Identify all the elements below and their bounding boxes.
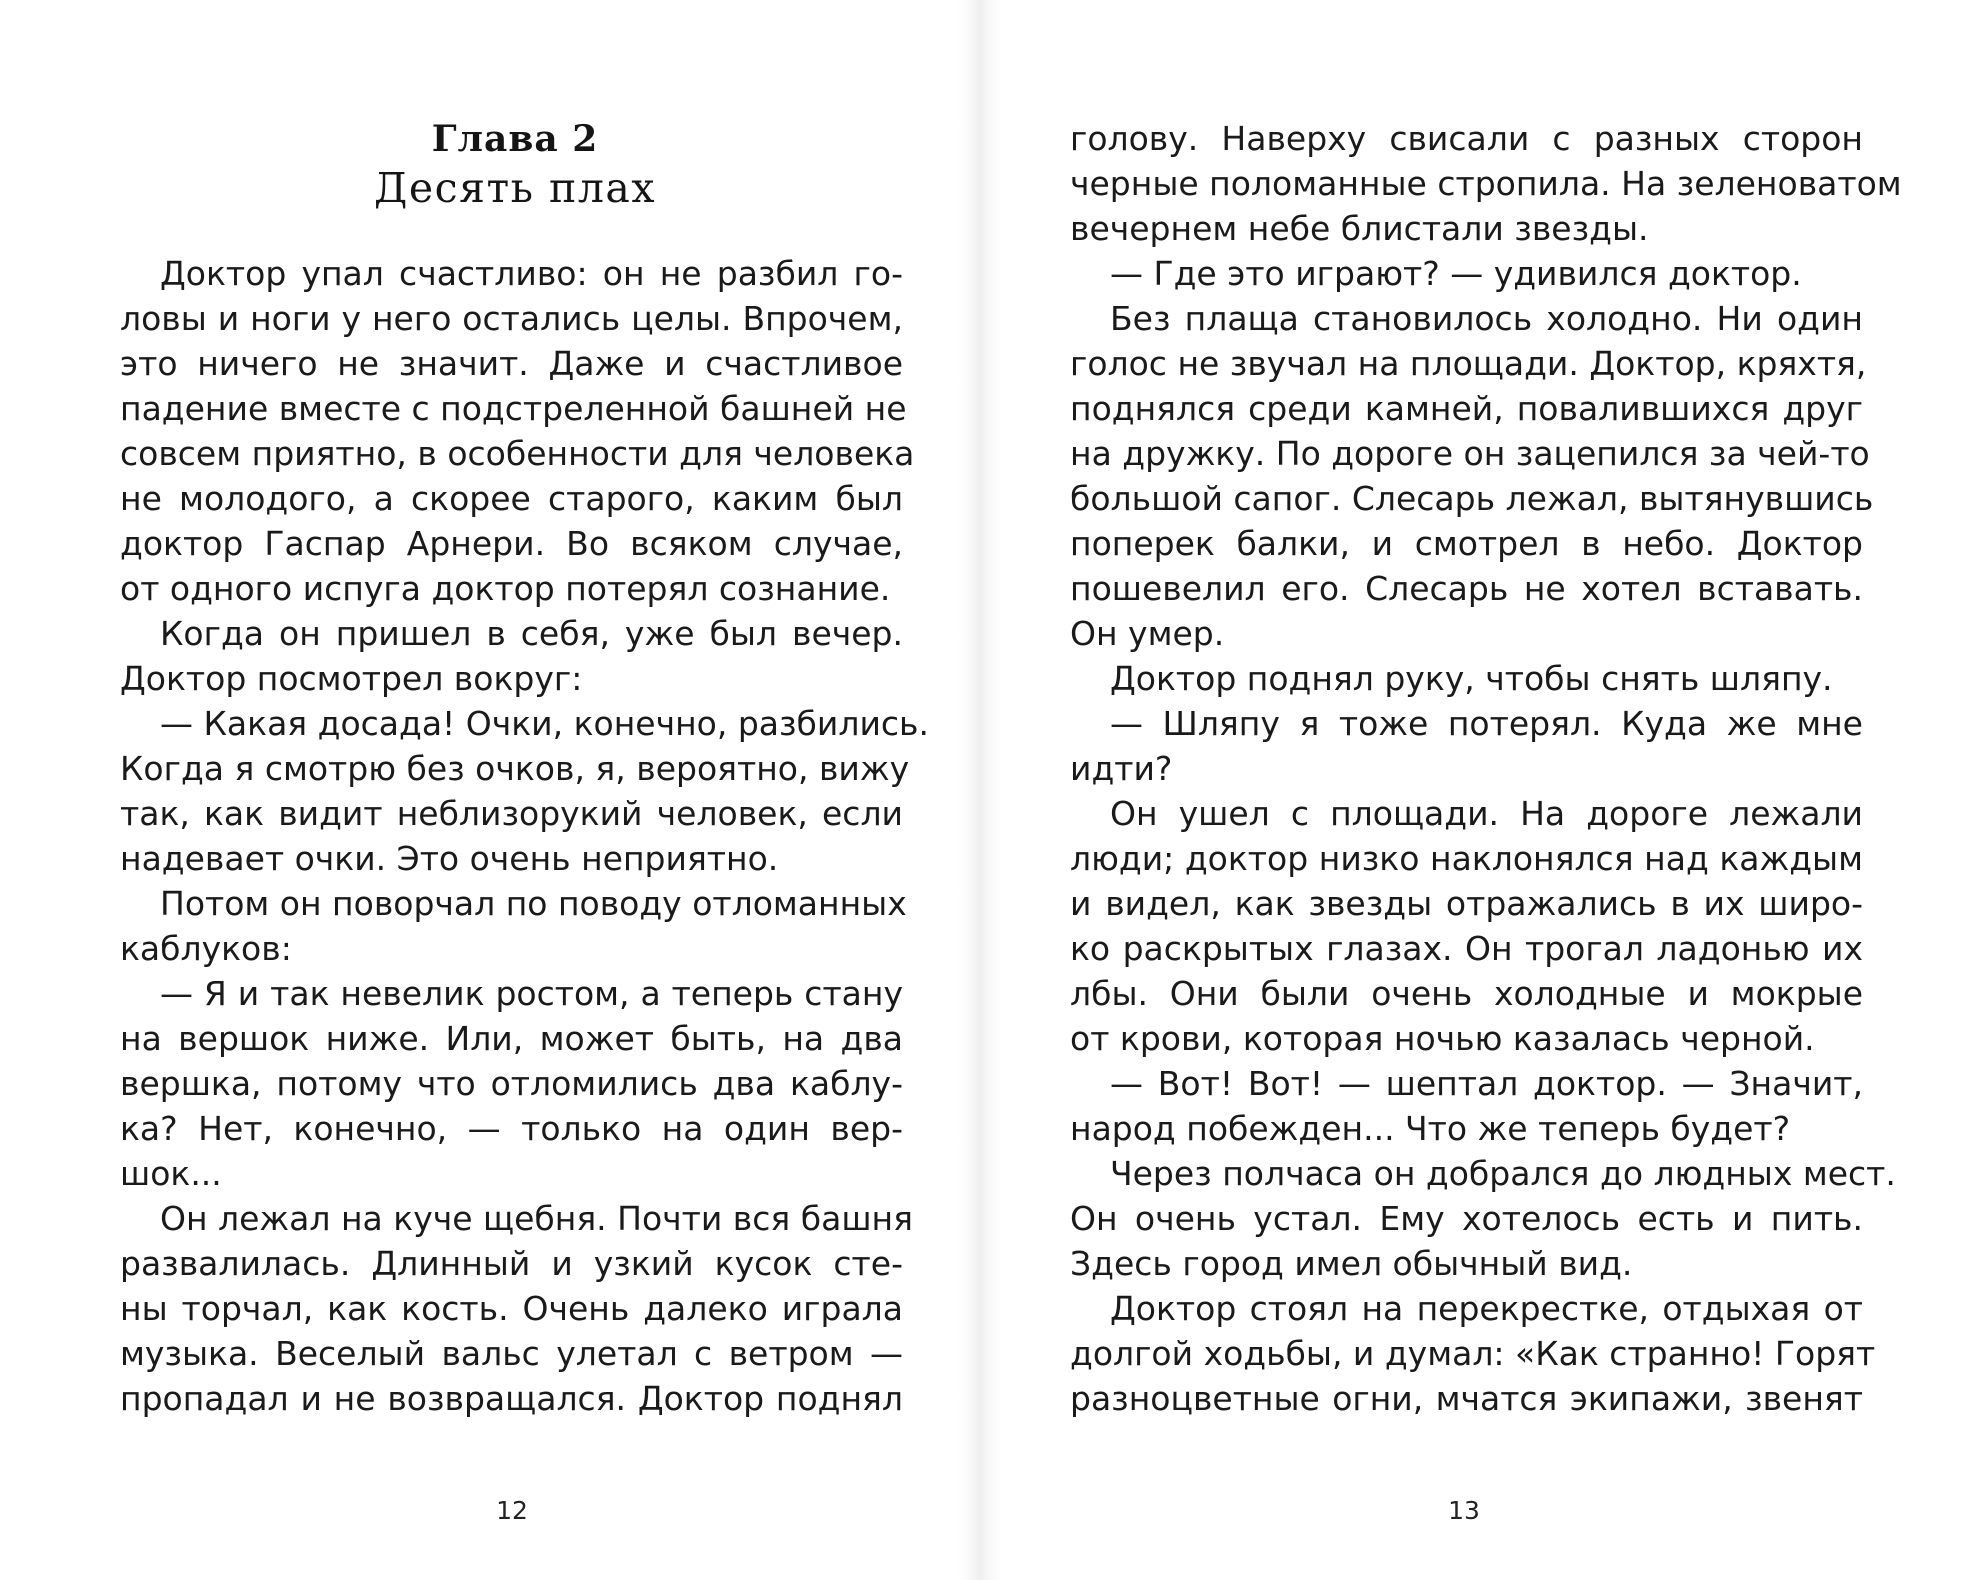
text-line: голову. Наверху свисали с разных сторон [1070,119,1863,158]
text-line: шок... [120,1154,222,1193]
text-line: пропадал и не возвращался. Доктор поднял [120,1379,903,1418]
text-line: вечернем небе блистали звезды. [1070,209,1649,248]
text-line: развалилась. Длинный и узкий кусок сте- [120,1244,903,1283]
text-line: Он лежал на куче щебня. Почти вся башня [160,1199,913,1238]
text-line: совсем приятно, в особенности для человека [120,434,915,473]
text-line: черные поломанные стропила. На зеленоватом [1070,164,1902,203]
text-line: Без плаща становилось холодно. Ни один [1110,299,1863,338]
text-line: на вершок ниже. Или, может быть, на два [120,1019,903,1058]
text-line: лбы. Они были очень холодные и мокрые [1070,974,1863,1013]
text-line: Здесь город имел обычный вид. [1070,1244,1633,1283]
text-line: ка? Нет, конечно, — только на один вер- [120,1109,903,1148]
text-line: от одного испуга доктор потерял сознание. [120,569,891,608]
chapter-number: Глава 2 [431,118,599,160]
text-line: Он ушел с площади. На дороге лежали [1110,794,1863,833]
chapter-title: Десять плах [374,164,656,212]
left-page-body-text [120,251,929,1421]
text-line: пошевелил его. Слесарь не хотел вставать. [1070,569,1863,608]
text-line: Доктор поднял руку, чтобы снять шляпу. [1110,659,1833,698]
text-line: голос не звучал на площади. Доктор, кряхтя, [1070,344,1867,383]
left-page [0,0,980,1580]
text-line: Когда он пришел в себя, уже был вечер. [160,614,903,653]
text-line: идти? [1070,749,1173,788]
text-line: большой сапог. Слесарь лежал, вытянувшись [1070,479,1874,518]
page-number-left: 12 [496,1496,528,1525]
text-line: доктор Гаспар Арнери. Во всяком случае, [120,524,903,563]
book-gutter [958,0,980,1580]
text-line: так, как видит неблизорукий человек, если [120,794,903,833]
text-line: поднялся среди камней, повалившихся друг [1070,389,1863,428]
text-line: музыка. Веселый вальс улетал с ветром — [120,1334,903,1373]
text-line: народ побежден... Что же теперь будет? [1070,1109,1791,1148]
text-line: ловы и ноги у него остались целы. Впрочем, [120,299,903,338]
text-line: Когда я смотрю без очков, я, вероятно, вижу [120,749,910,788]
page-number-right: 13 [1448,1496,1480,1525]
text-line: вершка, потому что отломились два каблу- [120,1064,903,1103]
text-line: от крови, которая ночью казалась черной. [1070,1019,1815,1058]
text-line: — Вот! Вот! — шептал доктор. — Значит, [1110,1064,1863,1103]
text-line: Потом он поворчал по поводу отломанных [160,884,907,923]
text-line: падение вместе с подстреленной башней не [120,389,907,428]
text-line: ны торчал, как кость. Очень далеко играла [120,1289,903,1328]
text-line: Доктор посмотрел вокруг: [120,659,583,698]
text-line: долгой ходьбы, и думал: «Как странно! Горят [1070,1334,1876,1373]
text-line: каблуков: [120,929,292,968]
right-page [980,0,1960,1580]
text-line: — Какая досада! Очки, конечно, разбились. [160,704,929,743]
text-line: Он очень устал. Ему хотелось есть и пить. [1070,1199,1863,1238]
text-line: Доктор упал счастливо: он не разбил го- [160,254,903,293]
text-line: не молодого, а скорее старого, каким был [120,479,903,518]
text-line: — Я и так невелик ростом, а теперь стану [160,974,903,1013]
text-line: — Где это играют? — удивился доктор. [1110,254,1802,293]
right-page-body-text [1070,116,1902,1421]
text-line: люди; доктор низко наклонялся над каждым [1070,839,1863,878]
text-line: надевает очки. Это очень неприятно. [120,839,779,878]
text-line: на дружку. По дороге он зацепился за чей-то [1070,434,1870,473]
text-line: и видел, как звезды отражались в их широ- [1070,884,1863,923]
text-line: — Шляпу я тоже потерял. Куда же мне [1110,704,1863,743]
text-line: Доктор стоял на перекрестке, отдыхая от [1110,1289,1863,1328]
text-line: Через полчаса он добрался до людных мест. [1110,1154,1896,1193]
text-line: ко раскрытых глазах. Он трогал ладонью их [1070,929,1863,968]
text-line: это ничего не значит. Даже и счастливое [120,344,903,383]
text-line: разноцветные огни, мчатся экипажи, звенят [1070,1379,1863,1418]
text-line: Он умер. [1070,614,1225,653]
text-line: поперек балки, и смотрел в небо. Доктор [1070,524,1863,563]
